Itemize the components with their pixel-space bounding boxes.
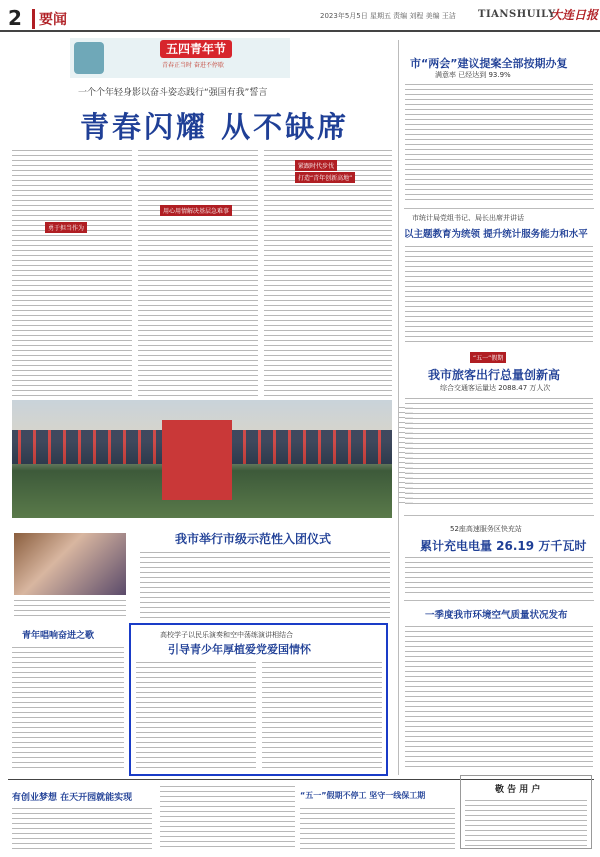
bottom-mid-text	[300, 806, 455, 851]
middle-story-text	[140, 550, 390, 618]
section-title: 要闻	[32, 9, 67, 29]
boxed-text-col-2	[262, 660, 382, 770]
runner-illustration-icon	[74, 42, 104, 74]
ceremony-photo	[12, 400, 392, 518]
brand-en: TIANSHUILY	[478, 9, 556, 20]
right-divider-2	[404, 515, 594, 516]
section-label-4: 打造“青年创新高地”	[295, 172, 355, 183]
right-headline-2: 以主题教育为统领 提升统计服务能力和水平	[404, 229, 588, 240]
right-sub-2: 市统计局党组书记、局长出席并讲话	[412, 214, 524, 222]
boxed-kicker: 高校学子以民乐演奏和空中荡练演讲相结合	[160, 631, 293, 639]
newspaper-logo: 大连日报	[550, 8, 599, 22]
right-headline-5: 一季度我市环境空气质量状况发布	[425, 610, 568, 621]
youth-day-ribbon: 五四青年节	[160, 40, 232, 58]
youth-story-text	[12, 645, 124, 770]
notice-title: 敬 告 用 户	[495, 785, 541, 795]
right-story-1-text	[405, 82, 593, 204]
right-divider-1	[404, 208, 594, 209]
holiday-label: “五一”假期	[470, 352, 506, 363]
right-story-2-text	[405, 244, 593, 344]
bottom-mid-left-text	[160, 784, 295, 851]
boxed-text-col-1	[136, 660, 256, 770]
right-headline-3: 我市旅客出行总量创新高	[428, 368, 561, 382]
right-headline-4: 累计充电电量 26.19 万千瓦时	[420, 539, 587, 553]
right-story-3-text	[405, 396, 593, 506]
right-sub-1: 满意率 已经达到 93.9%	[435, 71, 511, 79]
section-label-1: 勇于担当作为	[45, 222, 87, 233]
lead-kicker: 一个个年轻身影以奋斗姿态践行“强国有我”誓言	[78, 88, 268, 98]
boxed-title: 引导青少年厚植爱党爱国情怀	[168, 643, 311, 656]
section-label-2: 用心用情解决基层急难事	[160, 205, 232, 216]
youth-photo	[14, 533, 126, 595]
page-number: 2	[8, 6, 22, 30]
notice-text	[465, 798, 587, 846]
banner-slogan: 青春正当时 奋进不停歇	[162, 62, 224, 69]
lead-column-1	[12, 148, 132, 396]
lead-headline: 青春闪耀 从不缺席	[80, 110, 350, 144]
section-label-3: 紧跟时代步伐	[295, 160, 337, 171]
youth-photo-caption	[14, 598, 126, 620]
lead-column-3	[264, 148, 392, 396]
lead-column-2	[138, 148, 258, 396]
right-story-4-text	[405, 555, 593, 595]
bottom-left-title: 有创业梦想 在天开园就能实现	[12, 793, 133, 803]
bottom-mid-title: “五一”假期不停工 坚守一线保工期	[300, 791, 426, 800]
middle-headline: 我市举行市级示范性入团仪式	[175, 532, 332, 546]
column-divider	[398, 40, 399, 775]
right-sub-3: 综合交通客运量达 2088.47 万人次	[440, 384, 551, 392]
bottom-left-text	[12, 806, 152, 851]
right-sub-4: 52座高速服务区快充站	[450, 525, 522, 533]
right-story-5-text	[405, 624, 593, 769]
right-divider-3	[404, 600, 594, 601]
issue-meta: 2023年5月5日 星期五 责编 刘程 美编 王洁	[320, 12, 456, 20]
youth-story-title: 青年唱响奋进之歌	[22, 631, 95, 641]
right-headline-1: 市“两会”建议提案全部按期办复	[410, 57, 568, 70]
